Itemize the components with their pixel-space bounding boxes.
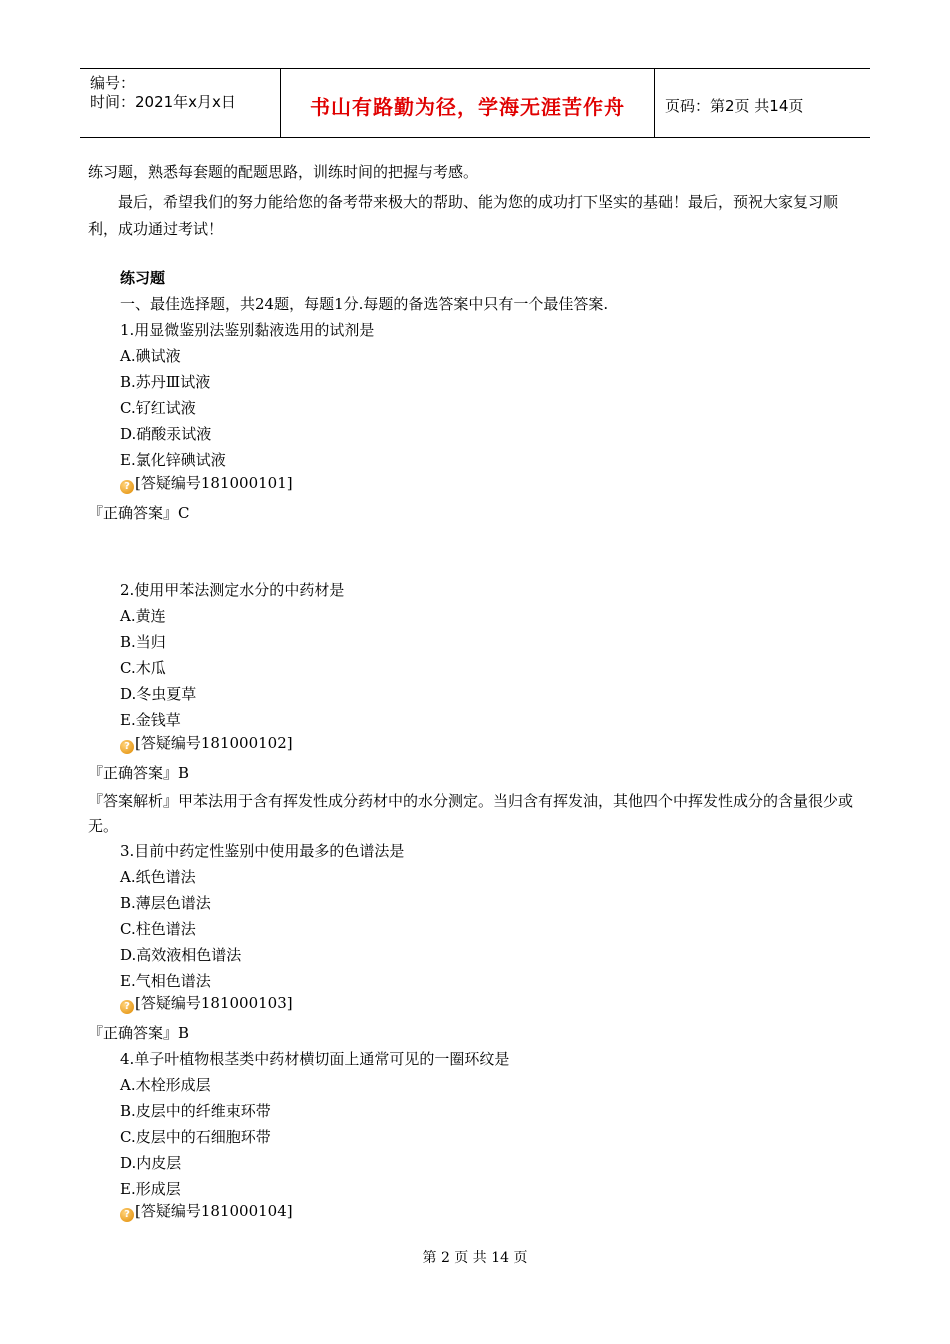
- answer-code-row: [120, 473, 293, 494]
- question-option: B.苏丹Ⅲ试液: [120, 373, 211, 391]
- page-footer: 第 2 页 共 14 页: [422, 1250, 528, 1266]
- question-option: B.当归: [120, 633, 166, 651]
- answer-analysis: 『答案解析』甲苯法用于含有挥发性成分药材中的水分测定。当归含有挥发油，其他四个中挥发性成分的含量很少或无。: [88, 792, 854, 835]
- question-option: B.薄层色谱法: [120, 894, 211, 912]
- correct-answer: 『正确答案』C: [88, 504, 190, 522]
- answer-code: [答疑编号181000101]: [135, 474, 293, 492]
- header-motto: 书山有路勤为径，学海无涯苦作舟: [310, 95, 625, 119]
- question-option: D.高效液相色谱法: [120, 946, 242, 964]
- question-option: C.木瓜: [120, 659, 166, 677]
- question-help-icon[interactable]: ?: [120, 1208, 134, 1222]
- question-stem: 3.目前中药定性鉴别中使用最多的色谱法是: [120, 842, 405, 860]
- correct-answer: 『正确答案』B: [88, 1024, 190, 1042]
- question-option: D.硝酸汞试液: [120, 425, 212, 443]
- answer-code: [答疑编号181000102]: [135, 734, 293, 752]
- question-option: C.钌红试液: [120, 399, 196, 417]
- answer-code: [答疑编号181000103]: [135, 994, 293, 1012]
- question-option: A.木栓形成层: [120, 1076, 211, 1094]
- header-page-info: 页码：第2页 共14页: [665, 97, 804, 115]
- question-option: D.冬虫夏草: [120, 685, 197, 703]
- question-option: A.纸色谱法: [120, 868, 196, 886]
- document-number-label: 编号：: [90, 74, 136, 92]
- question-stem: 2.使用甲苯法测定水分的中药材是: [120, 581, 345, 599]
- question-help-icon[interactable]: ?: [120, 740, 134, 754]
- question-help-icon[interactable]: ?: [120, 480, 134, 494]
- header-right-cell: [655, 69, 870, 137]
- header-left-cell: [80, 69, 281, 137]
- section-title: 练习题: [120, 269, 166, 287]
- question-option: E.氯化锌碘试液: [120, 451, 226, 469]
- question-option: D.内皮层: [120, 1154, 182, 1172]
- header-center-cell: [281, 69, 655, 137]
- page-header: [80, 68, 870, 138]
- answer-code: [答疑编号181000104]: [135, 1202, 293, 1220]
- answer-code-row: [120, 733, 293, 754]
- intro-paragraph: 最后，希望我们的努力能给您的备考带来极大的帮助、能为您的成功打下坚实的基础！最后，预祝大家复习顺利，成功通过考试！: [88, 193, 839, 238]
- question-option: A.黄连: [120, 607, 166, 625]
- question-help-icon[interactable]: ?: [120, 1000, 134, 1014]
- question-option: E.气相色谱法: [120, 972, 211, 990]
- question-stem: 4.单子叶植物根茎类中药材横切面上通常可见的一圈环纹是: [120, 1050, 510, 1068]
- question-option: E.形成层: [120, 1180, 181, 1198]
- question-option: C.柱色谱法: [120, 920, 196, 938]
- answer-code-row: [120, 993, 293, 1014]
- section-instruction: 一、最佳选择题，共24题，每题1分.每题的备选答案中只有一个最佳答案.: [120, 295, 609, 313]
- question-option: C.皮层中的石细胞环带: [120, 1128, 271, 1146]
- intro-line: 练习题，熟悉每套题的配题思路，训练时间的把握与考感。: [88, 163, 479, 181]
- question-stem: 1.用显微鉴别法鉴别黏液选用的试剂是: [120, 321, 375, 339]
- question-option: A.碘试液: [120, 347, 181, 365]
- document-date-label: 时间：2021年x月x日: [90, 93, 236, 111]
- question-option: B.皮层中的纤维束环带: [120, 1102, 271, 1120]
- answer-code-row: [120, 1201, 293, 1222]
- correct-answer: 『正确答案』B: [88, 764, 190, 782]
- question-option: E.金钱草: [120, 711, 181, 729]
